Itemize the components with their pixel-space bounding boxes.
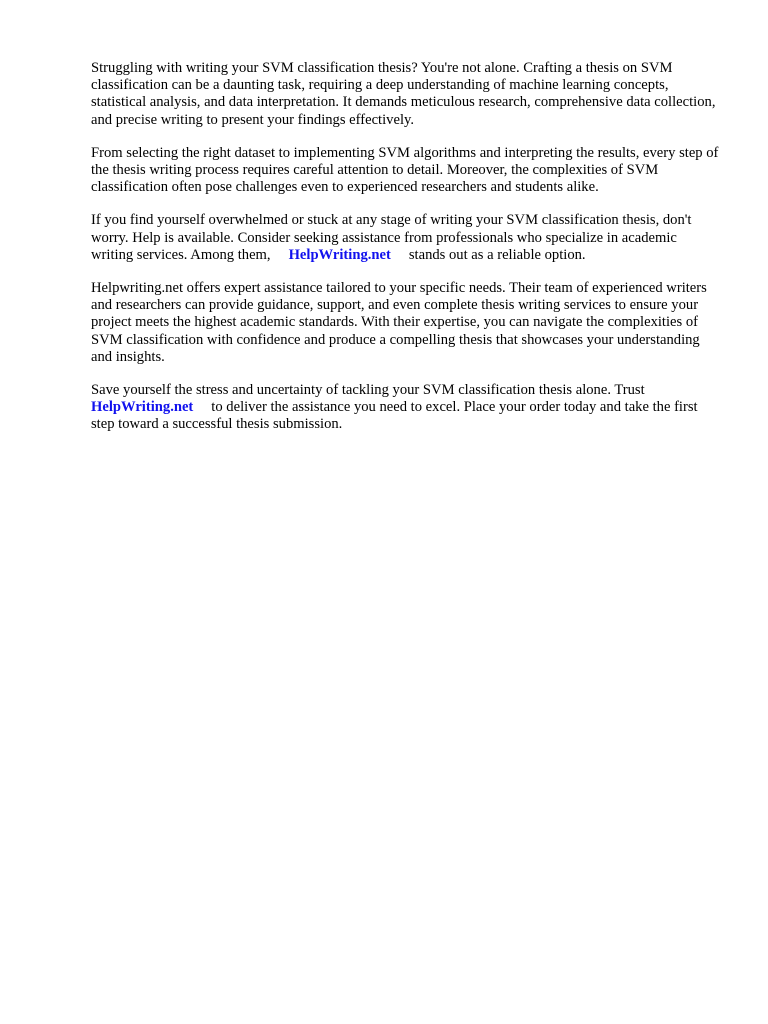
paragraph-help-text: If you find yourself overwhelmed or stuck at any stage of writing your SVM classification thesis, don't worry. Help is available. Consider seeking assistance from professionals who specialize in academic writing services. Among them, [91,212,692,263]
helpwriting-link[interactable]: HelpWriting.net [288,246,391,263]
paragraph-intro: Struggling with writing your SVM classification thesis? You're not alone. Crafting a thesis on SVM classification can be a daunting task, requiring a deep understanding of machine learning concepts, statistical analysis, and data interpretation. It demands meticulous research, comprehensive data collection, and precise writing to present your findings effectively. [91,60,716,128]
paragraph-closing-tail: to deliver the assistance you need to excel. Place your order today and take the first step toward a successful thesis submission. [91,399,698,433]
paragraph-service: Helpwriting.net offers expert assistance tailored to your specific needs. Their team of experienced writers and researchers can provide guidance, support, and even complete thesis writing services to ensure your project meets the highest academic standards. With their expertise, you can navigate the complexities of SVM classification with confidence and produce a compelling thesis that showcases your understanding and insights. [91,280,707,365]
paragraph-challenges: From selecting the right dataset to implementing SVM algorithms and interpreting the results, every step of the thesis writing process requires careful attention to detail. Moreover, the complexities of SVM classification often pose challenges even to experienced researchers and students alike. [91,144,719,196]
paragraph-help-tail: stands out as a reliable option. [408,246,586,263]
paragraph-closing-text: Save yourself the stress and uncertainty of tackling your SVM classification thesis alone. Trust [91,382,645,399]
helpwriting-link-2[interactable]: HelpWriting.net [91,399,194,416]
paragraph-help [91,212,721,264]
document-body [91,60,721,450]
paragraph-closing [91,382,721,434]
